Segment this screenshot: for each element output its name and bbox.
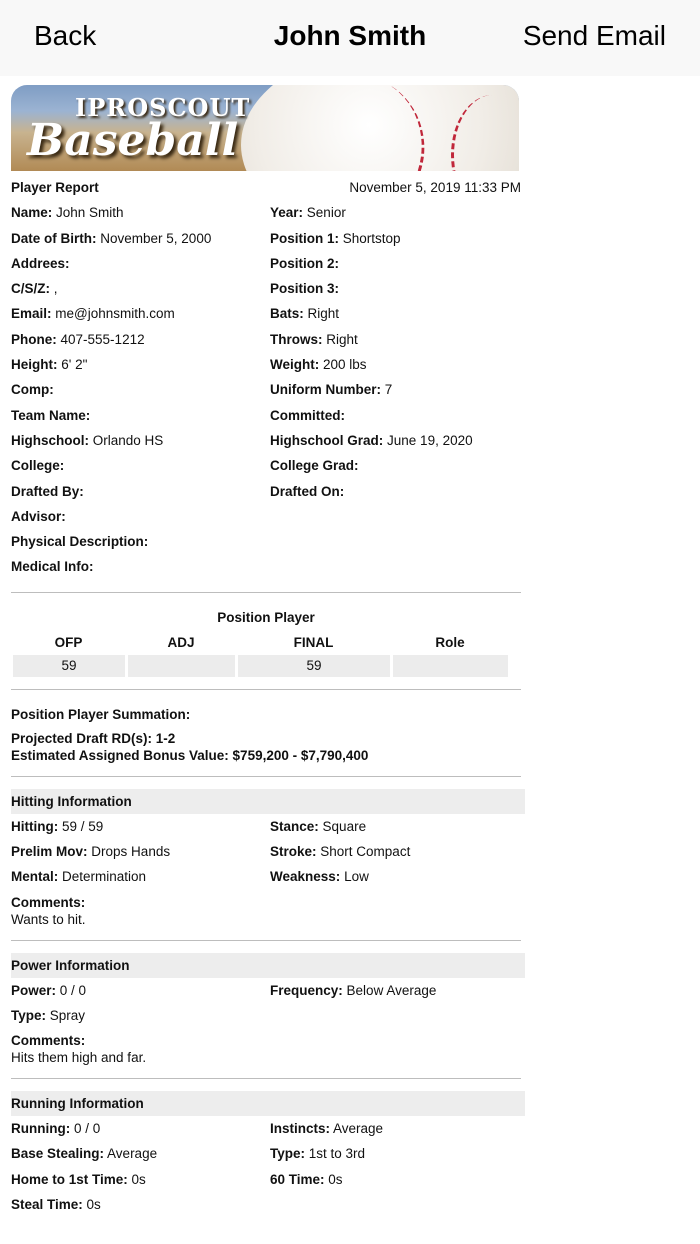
power-comments-label: Comments: [11,1033,86,1049]
field-value: Right [326,331,358,347]
info-field [270,251,339,276]
info-row [11,301,521,326]
field-label: Instincts: [270,1121,331,1137]
running-row [11,1116,521,1141]
field-value: November 5, 2000 [100,230,212,246]
hitting-row [11,864,521,889]
power-row [11,978,521,1003]
field-value: Short Compact [320,843,411,859]
field-label: Type: [11,1007,47,1023]
field-value: Right [307,306,340,322]
position-player-value [393,655,508,677]
position-player-value: 59 [238,655,390,677]
info-row [11,226,521,251]
info-row [11,529,521,554]
field-label: Year: [270,205,304,221]
info-field [11,559,94,574]
running-row [11,1167,521,1192]
page-title: John Smith [273,20,427,51]
power-info [11,978,521,1029]
info-row [11,200,521,225]
field-value: Determination [62,869,147,885]
info-field [11,484,84,499]
field-value: Senior [306,205,346,221]
logo-baseball: Baseball [27,115,239,166]
report-date: November 5, 2019 11:33 PM [349,180,521,195]
field-label: Advisor: [11,508,66,524]
info-field [270,428,473,453]
field-label: College Grad: [270,458,359,474]
field-label: Highschool Grad: [270,432,384,448]
field-label: Position 2: [270,255,340,271]
running-field [11,1121,100,1136]
field-label: Date of Birth: [11,230,97,246]
divider [11,940,521,941]
field-label: Phone: [11,331,57,347]
field-label: Weakness: [270,869,341,885]
info-field [11,408,90,423]
summation-bonus: Estimated Assigned Bonus Value: $759,200 - $7,790,400 [11,747,369,763]
info-field [270,226,401,251]
hitting-field [11,869,146,884]
back-button[interactable]: Back [34,20,97,51]
field-value: 0 / 0 [59,982,87,998]
info-row [11,479,521,504]
iproscout-baseball-banner [11,85,519,171]
hitting-field [270,864,369,889]
field-label: Stance: [270,818,319,834]
position-player-header: FINAL [293,635,334,651]
field-label: Stroke: [270,843,317,859]
field-value: 407-555-1212 [60,331,145,347]
field-value: 7 [384,382,393,398]
field-label: Highschool: [11,432,89,448]
field-label: College: [11,458,65,474]
field-value: 200 lbs [323,357,367,373]
field-label: Type: [270,1146,306,1162]
running-field [11,1197,101,1212]
field-value: Below Average [346,982,437,998]
field-label: Uniform Number: [270,382,381,398]
field-label: Mental: [11,869,59,885]
info-field [270,276,339,301]
info-field [11,357,87,372]
info-row [11,453,521,478]
field-value: Orlando HS [92,432,164,448]
hitting-field [11,844,170,859]
field-label: Prelim Mov: [11,843,88,859]
info-row [11,276,521,301]
hitting-row [11,814,521,839]
field-value: 0s [328,1171,343,1187]
power-comments: Hits them high and far. [11,1050,147,1066]
field-label: Base Stealing: [11,1146,105,1162]
field-value: 59 / 59 [62,818,104,834]
info-field [270,301,339,326]
field-label: C/S/Z: [11,281,50,297]
running-info [11,1116,521,1217]
field-label: Home to 1st Time: [11,1171,128,1187]
report-header-row [11,175,521,200]
running-section-header: Running Information [11,1091,525,1116]
info-row [11,377,521,402]
field-label: Height: [11,357,58,373]
position-player-value [128,655,235,677]
report-heading: Player Report [11,180,99,195]
field-label: 60 Time: [270,1171,325,1187]
info-field [11,509,66,524]
info-field [11,306,175,321]
power-field [11,1008,85,1023]
power-section-header: Power Information [11,953,525,978]
hitting-row [11,839,521,864]
running-field [270,1167,343,1192]
navigation-bar [0,0,700,76]
player-info [11,200,521,579]
field-label: Team Name: [11,407,91,423]
field-value: 1st to 3rd [308,1146,366,1162]
info-row [11,428,521,453]
info-field [11,332,145,347]
field-label: Name: [11,205,53,221]
info-field [11,433,163,448]
info-field [11,458,64,473]
running-row [11,1141,521,1166]
field-value: Drops Hands [91,843,171,859]
field-label: Medical Info: [11,559,94,575]
running-field [270,1116,383,1141]
field-value: June 19, 2020 [387,432,473,448]
field-value: me@johnsmith.com [55,306,175,322]
running-row [11,1192,521,1217]
field-value: 0s [86,1197,101,1213]
field-label: Bats: [270,306,304,322]
power-field [270,978,436,1003]
info-field [11,205,124,220]
info-field [270,200,346,225]
field-value: Spray [49,1007,86,1023]
position-player-header: OFP [54,635,83,651]
hitting-field [11,819,103,834]
field-label: Addrees: [11,255,70,271]
field-value: Square [322,818,367,834]
field-label: Email: [11,306,52,322]
divider [11,592,521,593]
info-field [270,479,344,504]
field-label: Drafted By: [11,483,84,499]
info-row [11,504,521,529]
field-value: , [53,281,58,297]
field-label: Frequency: [270,982,343,998]
player-report [11,85,521,1217]
field-label: Drafted On: [270,483,345,499]
power-field [11,983,86,998]
info-field [270,403,345,428]
running-field [270,1141,365,1166]
running-field [11,1172,146,1187]
info-field [270,327,358,352]
field-value: Low [344,869,369,885]
info-row [11,327,521,352]
hitting-field [270,814,366,839]
field-label: Throws: [270,331,323,347]
field-value: John Smith [56,205,124,221]
field-label: Weight: [270,357,320,373]
field-value: 6' 2" [61,357,88,373]
field-label: Running: [11,1121,71,1137]
send-email-button[interactable]: Send Email [522,20,666,51]
position-player-values [13,655,519,677]
position-player-title: Position Player [217,609,315,625]
field-label: Comp: [11,382,54,398]
info-field [11,281,58,296]
info-field [11,231,211,246]
info-field [11,256,70,271]
hitting-field [270,839,410,864]
field-value: 0 / 0 [74,1121,101,1137]
field-value: Shortstop [342,230,401,246]
field-value: 0s [131,1171,146,1187]
hitting-section-header: Hitting Information [11,789,525,814]
field-value: Average [333,1121,384,1137]
field-label: Hitting: [11,818,59,834]
logo-iproscout: IPROSCOUT [75,93,251,122]
info-field [270,453,359,478]
divider [11,689,521,690]
power-row [11,1003,521,1028]
info-field [11,534,148,549]
field-label: Position 1: [270,230,340,246]
summation-draft: Projected Draft RD(s): 1-2 [11,730,176,746]
info-field [270,377,392,402]
info-row [11,403,521,428]
field-label: Physical Description: [11,534,149,550]
info-field [11,382,54,397]
position-player-header: ADJ [167,635,195,651]
running-field [11,1146,157,1161]
info-row [11,352,521,377]
hitting-comments-label: Comments: [11,894,86,910]
field-value: Average [107,1146,158,1162]
position-player-headers [11,630,521,655]
position-player-value: 59 [13,655,125,677]
field-label: Power: [11,982,57,998]
divider [11,1078,521,1079]
field-label: Position 3: [270,281,340,297]
position-player-header: Role [435,635,465,651]
field-label: Steal Time: [11,1197,83,1213]
field-label: Committed: [270,407,345,423]
hitting-info [11,814,521,890]
info-row [11,554,521,579]
hitting-comments: Wants to hit. [11,911,86,927]
divider [11,776,521,777]
summation-title: Position Player Summation: [11,707,191,723]
info-field [270,352,367,377]
info-row [11,251,521,276]
